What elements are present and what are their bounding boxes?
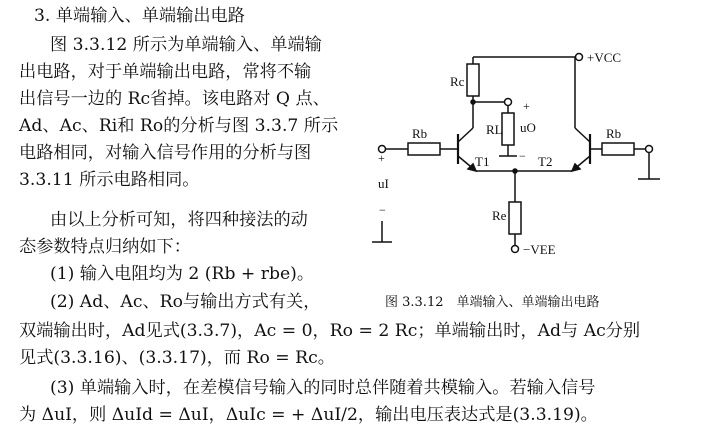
list-item-3: (3) 单端输入时，在差模信号输入的同时总伴随着共模输入。若输入信号 xyxy=(50,378,596,398)
paragraph-line: Ad、Ac、Ri和 Ro的分析与图 3.3.7 所示 xyxy=(19,116,339,136)
section-heading: 3. 单端输入、单端输出电路 xyxy=(34,6,245,26)
paragraph-line: 图 3.3.12 所示为单端输入、单端输 xyxy=(50,35,322,55)
t1-label: T1 xyxy=(475,154,490,169)
rl-resistor xyxy=(502,113,514,145)
rl-label: RL xyxy=(486,122,503,137)
figure-caption: 图 3.3.12 单端输入、单端输出电路 xyxy=(385,295,600,310)
paragraph-line: 双端输出时，Ad见式(3.3.7)，Ac = 0，Ro = 2 Rc；单端输出时，Ad与 Ac分别 xyxy=(19,321,641,341)
ui-label: uI xyxy=(378,176,389,191)
junction-dot xyxy=(471,100,475,104)
re-label: Re xyxy=(492,208,507,223)
t2-label: T2 xyxy=(538,154,553,169)
re-resistor xyxy=(509,202,521,234)
circuit-diagram xyxy=(372,38,672,268)
list-item-2: (2) Ad、Ac、Ro与输出方式有关， xyxy=(50,292,321,312)
paragraph-line: 见式(3.3.16)、(3.3.17)，而 Ro = Rc。 xyxy=(19,348,335,368)
rb-left-resistor xyxy=(408,143,440,155)
vee-terminal xyxy=(512,246,519,253)
paragraph-line: 电路相同，对输入信号作用的分析与图 xyxy=(19,143,312,163)
paragraph-line: 为 ΔuI，则 ΔuId = ΔuI，ΔuIc = + ΔuI/2，输出电压表达式是(3.3.19)。 xyxy=(19,405,598,425)
paragraph-line: 态参数特点归纳如下： xyxy=(19,237,191,257)
ui-minus: − xyxy=(379,203,386,217)
output-terminal xyxy=(505,99,512,106)
rc-label: Rc xyxy=(450,74,465,89)
uo-label: uO xyxy=(520,120,536,135)
rb-left-label: Rb xyxy=(412,126,428,141)
t1-collector xyxy=(458,128,473,142)
paragraph-line: 出电路，对于单端输出电路，常将不输 xyxy=(19,62,312,82)
right-terminal xyxy=(646,146,653,153)
t2-collector xyxy=(575,128,590,142)
output-plus: + xyxy=(523,99,530,113)
paragraph-line: 由以上分析可知，将四种接法的动 xyxy=(50,210,308,230)
paragraph-line: 3.3.11 所示电路相同。 xyxy=(19,170,200,190)
rb-right-label: Rb xyxy=(606,126,622,141)
paragraph-line: 出信号一边的 Rc省掉。该电路对 Q 点、 xyxy=(19,89,330,109)
vcc-terminal xyxy=(576,54,583,61)
rc-resistor xyxy=(467,64,479,96)
rb-right-resistor xyxy=(602,143,634,155)
ui-plus: + xyxy=(378,151,385,165)
list-item-1: (1) 输入电阻均为 2 (Rb + rbe)。 xyxy=(50,264,315,284)
vcc-label: +VCC xyxy=(587,50,622,65)
vee-label: −VEE xyxy=(523,242,556,257)
output-minus: − xyxy=(519,149,526,163)
